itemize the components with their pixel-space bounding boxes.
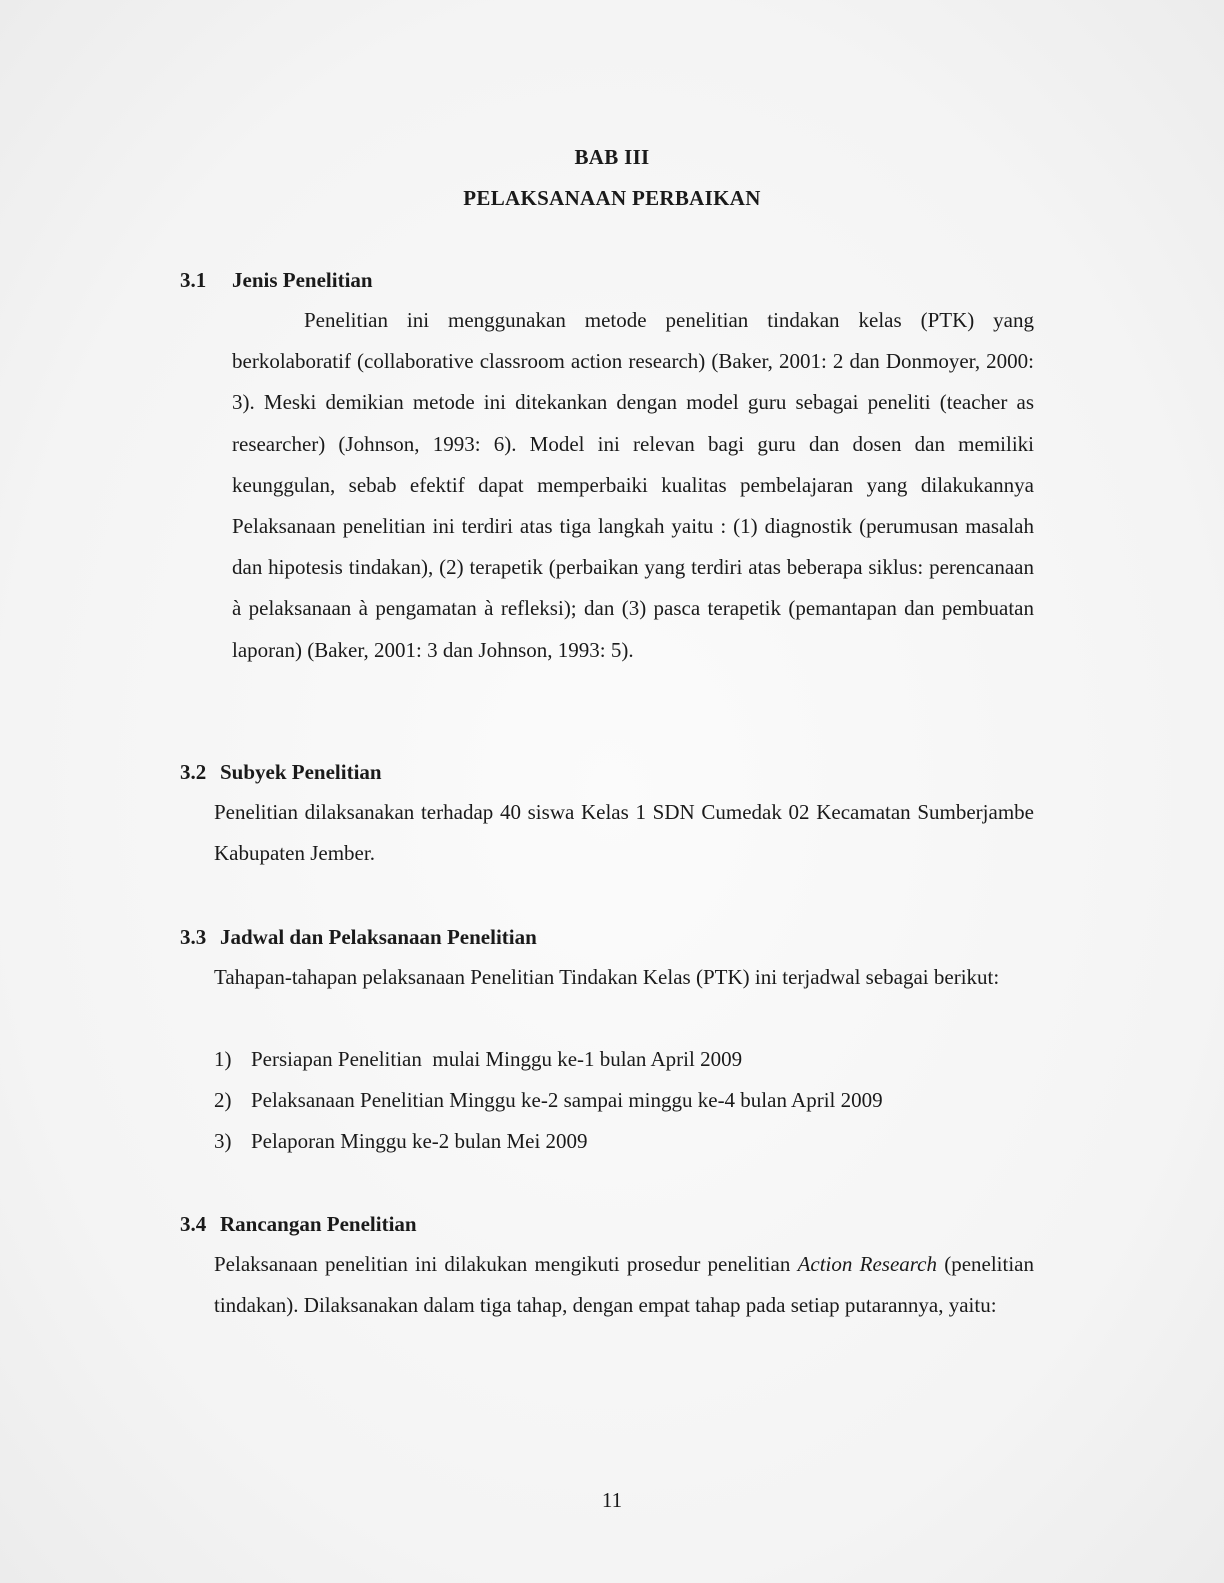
- list-item-text: Pelaksanaan Penelitian Minggu ke-2 sampai minggu ke-4 bulan April 2009: [251, 1088, 883, 1112]
- list-marker: 1): [214, 1047, 232, 1071]
- section-number: 3.4: [180, 1212, 207, 1236]
- list-item-text: Pelaporan Minggu ke-2 bulan Mei 2009: [251, 1129, 588, 1153]
- section-body-text: Pelaksanaan penelitian ini dilakukan mengikuti prosedur penelitian: [214, 1252, 798, 1276]
- section-title: Jenis Penelitian: [232, 268, 373, 292]
- section-body-text: Penelitian ini menggunakan metode penelitian tindakan kelas (PTK) yang berkolaboratif (collaborative classroom action research) (Baker, 2001: 2 dan Donmoyer, 2000: 3). Meski demikian metode ini ditekankan dengan model guru sebagai peneliti (teacher as researcher) (Johnson, 1993: 6). Model ini relevan bagi guru dan dosen dan memiliki keunggulan, sebab efektif dapat memperbaiki kualitas pembelajaran yang dilakukannya Pelaksanaan penelitian ini terdiri atas tiga langkah yaitu : (1) diagnostik (perumusan masalah dan hipotesis tindakan), (2) terapetik (perbaikan yang terdiri atas beberapa siklus: perencanaan à pelaksanaan à pengamatan à refleksi); dan (3) pasca terapetik (pemantapan dan pembuatan laporan) (Baker, 2001: 3 dan Johnson, 1993: 5).: [232, 308, 1034, 662]
- list-marker: 3): [214, 1129, 232, 1153]
- section-body-3-1: [232, 300, 1034, 671]
- section-body-3-3: Tahapan-tahapan pelaksanaan Penelitian Tindakan Kelas (PTK) ini terjadwal sebagai berikut:: [214, 965, 1000, 989]
- list-item: [214, 1039, 883, 1080]
- emphasized-term: Action Research: [797, 1252, 937, 1276]
- section-number: 3.2: [180, 760, 207, 784]
- section-number: 3.3: [180, 925, 207, 949]
- section-title: Subyek Penelitian: [220, 760, 382, 784]
- section-heading-3-4: [180, 1212, 417, 1237]
- section-body-3-4: [214, 1244, 1034, 1326]
- section-body-text-cont: (penelitian tindakan). Dilaksanakan dalam tiga tahap, dengan empat tahap pada setiap putarannya, yaitu:: [214, 1252, 1035, 1318]
- section-title: Rancangan Penelitian: [220, 1212, 417, 1236]
- list-item: [214, 1080, 883, 1121]
- list-item: [214, 1121, 883, 1162]
- page-number: 11: [601, 1488, 623, 1512]
- section-number: 3.1: [180, 268, 207, 292]
- section-body-3-2: Penelitian dilaksanakan terhadap 40 siswa Kelas 1 SDN Cumedak 02 Kecamatan Sumberjambe Kabupaten Jember.: [214, 800, 1034, 866]
- section-title: Jadwal dan Pelaksanaan Penelitian: [220, 925, 537, 949]
- chapter-number: BAB III: [574, 145, 650, 169]
- schedule-list: [214, 1039, 883, 1162]
- list-marker: 2): [214, 1088, 232, 1112]
- section-heading-3-2: [180, 760, 382, 785]
- section-heading-3-3: [180, 925, 537, 950]
- list-item-text: Persiapan Penelitian mulai Minggu ke-1 bulan April 2009: [251, 1047, 743, 1071]
- section-heading-3-1: [180, 268, 373, 293]
- chapter-title: PELAKSANAAN PERBAIKAN: [463, 186, 761, 210]
